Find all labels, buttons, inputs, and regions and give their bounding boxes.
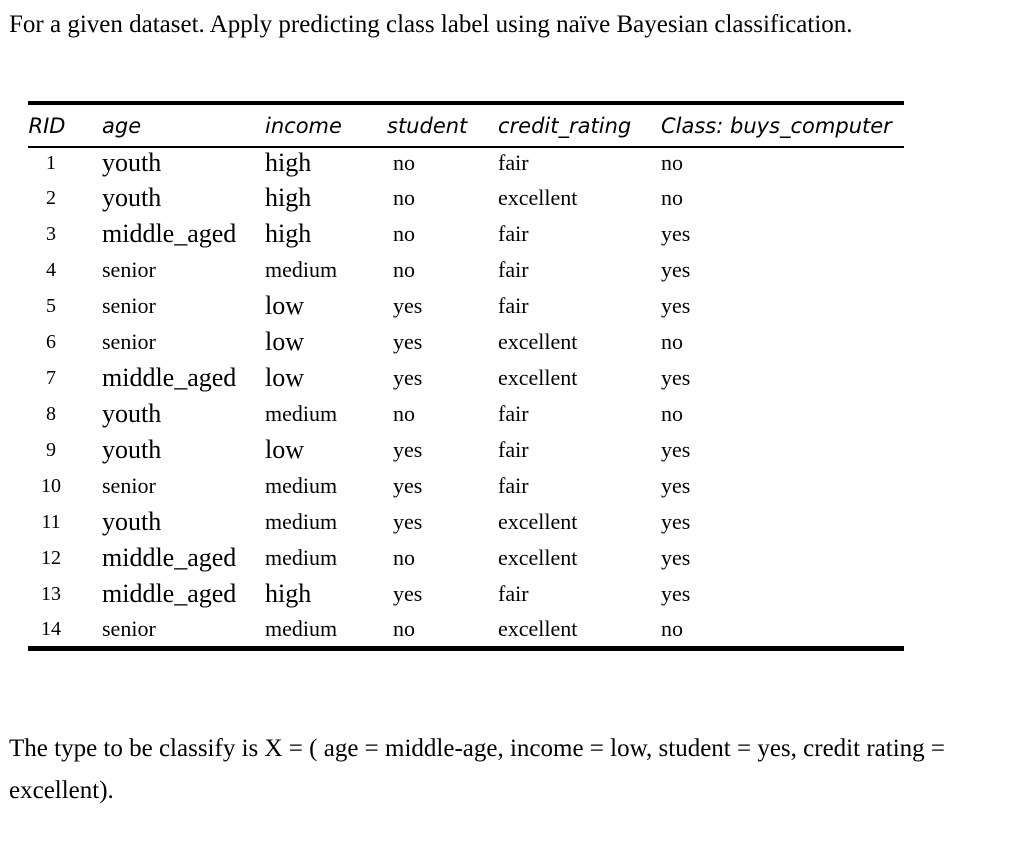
cell-student: no <box>393 185 415 210</box>
cell-age: senior <box>102 257 156 282</box>
table-row <box>28 324 904 360</box>
cell-class: yes <box>661 473 691 498</box>
cell-class: yes <box>661 293 691 318</box>
cell-class: no <box>661 185 683 210</box>
table-row <box>28 252 904 288</box>
cell-student: no <box>393 150 415 175</box>
cell-income: low <box>265 435 304 464</box>
cell-credit-rating: fair <box>498 401 529 426</box>
cell-age: middle_aged <box>102 363 237 392</box>
cell-rid: 11 <box>41 510 61 533</box>
table-header-rule <box>28 146 904 148</box>
dataset-table-container <box>28 101 904 651</box>
table-row <box>28 576 904 612</box>
cell-student: yes <box>393 473 423 498</box>
cell-credit-rating: excellent <box>498 616 578 641</box>
table-row <box>28 504 904 540</box>
cell-income: low <box>265 291 304 320</box>
table-row <box>28 432 904 468</box>
cell-age: youth <box>102 435 162 464</box>
cell-rid: 3 <box>46 222 56 245</box>
cell-class: yes <box>661 581 691 606</box>
dataset-table <box>28 105 904 646</box>
cell-class: yes <box>661 257 691 282</box>
header-credit-rating: credit_rating <box>498 113 632 138</box>
cell-credit-rating: excellent <box>498 329 578 354</box>
cell-age: youth <box>102 399 162 428</box>
cell-credit-rating: fair <box>498 473 529 498</box>
cell-student: no <box>393 616 415 641</box>
cell-student: yes <box>393 293 423 318</box>
cell-student: yes <box>393 365 423 390</box>
table-row <box>28 216 904 252</box>
cell-rid: 2 <box>46 186 56 209</box>
table-body <box>28 146 904 646</box>
cell-rid: 5 <box>46 294 56 317</box>
table-row <box>28 180 904 216</box>
header-age: age <box>102 113 142 138</box>
cell-age: middle_aged <box>102 543 237 572</box>
cell-income: high <box>265 579 312 608</box>
cell-student: no <box>393 545 415 570</box>
table-row <box>28 360 904 396</box>
cell-income: medium <box>265 509 338 534</box>
cell-rid: 9 <box>46 438 56 461</box>
cell-age: youth <box>102 183 162 212</box>
cell-age: senior <box>102 329 156 354</box>
cell-income: low <box>265 327 304 356</box>
cell-credit-rating: excellent <box>498 365 578 390</box>
cell-class: no <box>661 616 683 641</box>
cell-age: senior <box>102 473 156 498</box>
cell-age: senior <box>102 616 156 641</box>
cell-rid: 10 <box>41 474 61 497</box>
header-class: Class: buys_computer <box>661 113 892 138</box>
cell-class: yes <box>661 365 691 390</box>
cell-rid: 8 <box>46 402 56 425</box>
cell-student: no <box>393 401 415 426</box>
cell-income: low <box>265 363 304 392</box>
cell-class: yes <box>661 221 691 246</box>
header-student: student <box>387 113 468 138</box>
cell-age: youth <box>102 507 162 536</box>
cell-credit-rating: fair <box>498 581 529 606</box>
cell-rid: 4 <box>46 258 56 281</box>
cell-income: medium <box>265 401 338 426</box>
question-text: The type to be classify is X = ( age = middle-age, income = low, student = yes, credit rating = excellent). <box>9 735 945 804</box>
cell-income: medium <box>265 616 338 641</box>
cell-credit-rating: fair <box>498 221 529 246</box>
cell-income: high <box>265 148 312 177</box>
cell-age: middle_aged <box>102 579 237 608</box>
table-row <box>28 396 904 432</box>
cell-rid: 6 <box>46 330 56 353</box>
cell-age: senior <box>102 293 156 318</box>
cell-rid: 13 <box>41 582 61 605</box>
cell-rid: 1 <box>46 151 56 174</box>
cell-student: yes <box>393 509 423 534</box>
cell-class: no <box>661 150 683 175</box>
cell-credit-rating: fair <box>498 293 529 318</box>
table-row <box>28 612 904 646</box>
table-row <box>28 468 904 504</box>
cell-credit-rating: fair <box>498 150 529 175</box>
cell-class: yes <box>661 545 691 570</box>
cell-class: yes <box>661 509 691 534</box>
table-row <box>28 288 904 324</box>
table-row <box>28 540 904 576</box>
cell-credit-rating: excellent <box>498 509 578 534</box>
header-income: income <box>265 113 342 138</box>
cell-rid: 14 <box>41 617 61 640</box>
table-row <box>28 146 904 180</box>
cell-student: yes <box>393 581 423 606</box>
cell-income: medium <box>265 545 338 570</box>
cell-class: no <box>661 401 683 426</box>
prompt-text: For a given dataset. Apply predicting class label using naïve Bayesian classification. <box>9 11 853 38</box>
cell-rid: 7 <box>46 366 56 389</box>
cell-income: medium <box>265 473 338 498</box>
header-rid: RID <box>28 113 66 138</box>
cell-credit-rating: fair <box>498 257 529 282</box>
cell-income: high <box>265 183 312 212</box>
cell-student: yes <box>393 437 423 462</box>
cell-student: yes <box>393 329 423 354</box>
table-bottom-rule <box>28 646 904 651</box>
cell-age: youth <box>102 148 162 177</box>
cell-credit-rating: excellent <box>498 545 578 570</box>
cell-student: no <box>393 257 415 282</box>
cell-age: middle_aged <box>102 219 237 248</box>
cell-rid: 12 <box>41 546 61 569</box>
cell-class: yes <box>661 437 691 462</box>
table-header-row <box>28 105 904 146</box>
cell-class: no <box>661 329 683 354</box>
cell-income: medium <box>265 257 338 282</box>
cell-student: no <box>393 221 415 246</box>
cell-credit-rating: excellent <box>498 185 578 210</box>
cell-income: high <box>265 219 312 248</box>
cell-credit-rating: fair <box>498 437 529 462</box>
